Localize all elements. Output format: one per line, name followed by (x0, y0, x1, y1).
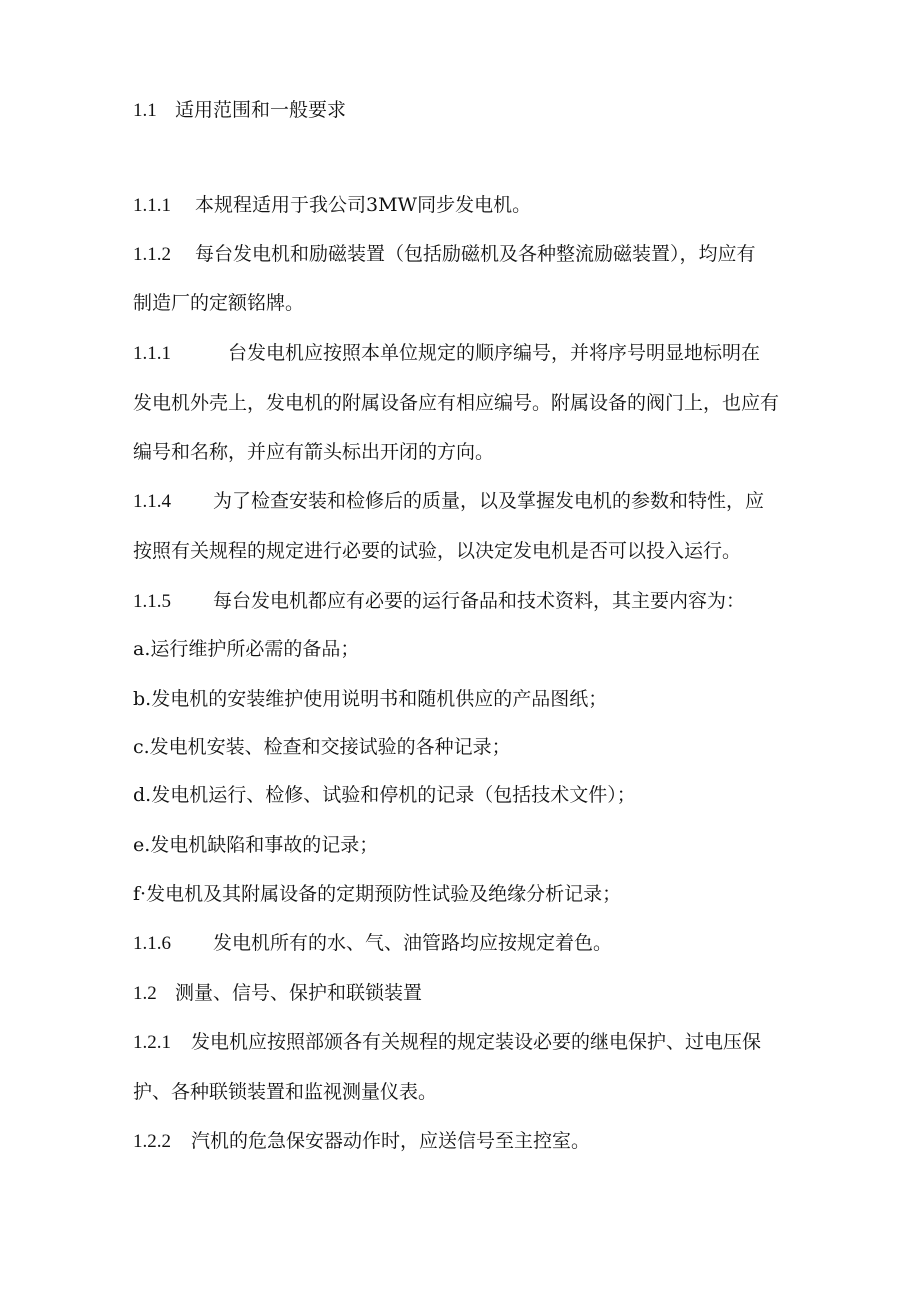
clause-number: 1.2.2 (133, 1131, 171, 1152)
section-heading-1-2 (133, 980, 793, 1007)
clause-1-1-4-line-2 (133, 538, 793, 564)
list-item-text: c.发电机安装、检查和交接试验的各种记录； (133, 736, 511, 758)
clause-text: 发电机应按照部颁各有关规程的规定装设必要的继电保护、过电压保 (191, 1031, 762, 1053)
clause-number: 1.2.1 (133, 1032, 171, 1053)
list-item-c (133, 734, 793, 760)
clause-text: 汽机的危急保安器动作时，应送信号至主控室。 (191, 1130, 591, 1152)
clause-1-1-3-line-3 (133, 439, 793, 465)
clause-text: 本规程适用于我公司3MW同步发电机。 (195, 194, 532, 216)
list-item-text: e.发电机缺陷和事故的记录； (133, 834, 379, 856)
section-title: 适用范围和一般要求 (175, 99, 347, 121)
clause-text: 编号和名称，并应有箭头标出开闭的方向。 (133, 441, 495, 463)
clause-number: 1.1.6 (133, 933, 171, 954)
clause-text: 每台发电机和励磁装置（包括励磁机及各种整流励磁装置），均应有 (195, 243, 756, 265)
clause-1-2-1-line-1 (133, 1029, 793, 1056)
list-item-d (133, 782, 793, 808)
clause-number: 1.1.1 (133, 195, 171, 216)
clause-1-1-3-line-2 (133, 390, 793, 416)
list-item-text: a.运行维护所必需的备品； (133, 638, 360, 660)
clause-1-1-1 (133, 192, 793, 219)
section-number: 1.2 (133, 983, 157, 1004)
clause-1-1-5 (133, 588, 793, 615)
list-item-e (133, 832, 793, 858)
clause-text: 制造厂的定额铭牌。 (133, 292, 305, 314)
list-item-f (133, 881, 793, 907)
clause-1-1-2-line-1 (133, 241, 793, 268)
clause-1-2-2 (133, 1128, 793, 1155)
clause-1-2-1-line-2 (133, 1079, 793, 1105)
list-item-text: d.发电机运行、检修、试验和停机的记录（包括技术文件）； (133, 784, 636, 806)
clause-text: 为了检查安装和检修后的质量，以及掌握发电机的参数和特性，应 (213, 490, 765, 512)
clause-text: 发电机所有的水、气、油管路均应按规定着色。 (213, 932, 613, 954)
clause-1-1-4-line-1 (133, 488, 793, 515)
clause-text: 台发电机应按照本单位规定的顺序编号，并将序号明显地标明在 (228, 342, 761, 364)
list-item-text: f·发电机及其附属设备的定期预防性试验及绝缘分析记录； (133, 883, 622, 905)
section-title: 测量、信号、保护和联锁装置 (175, 982, 423, 1004)
clause-1-1-2-line-2 (133, 290, 793, 316)
clause-number: 1.1.4 (133, 491, 171, 512)
clause-number: 1.1.1 (133, 343, 171, 364)
clause-number: 1.1.2 (133, 244, 171, 265)
list-item-b (133, 686, 793, 712)
clause-text: 护、各种联锁装置和监视测量仪表。 (133, 1081, 438, 1103)
clause-number: 1.1.5 (133, 591, 171, 612)
section-number: 1.1 (133, 100, 157, 121)
clause-text: 按照有关规程的规定进行必要的试验，以决定发电机是否可以投入运行。 (133, 540, 742, 562)
section-heading-1-1 (133, 97, 793, 124)
clause-text: 每台发电机都应有必要的运行备品和技术资料，其主要内容为： (213, 590, 746, 612)
list-item-a (133, 636, 793, 662)
clause-1-1-3-line-1 (133, 340, 793, 367)
clause-1-1-6 (133, 930, 793, 957)
clause-text: 发电机外壳上，发电机的附属设备应有相应编号。附属设备的阀门上，也应有 (133, 392, 780, 414)
list-item-text: b.发电机的安装维护使用说明书和随机供应的产品图纸； (133, 688, 608, 710)
